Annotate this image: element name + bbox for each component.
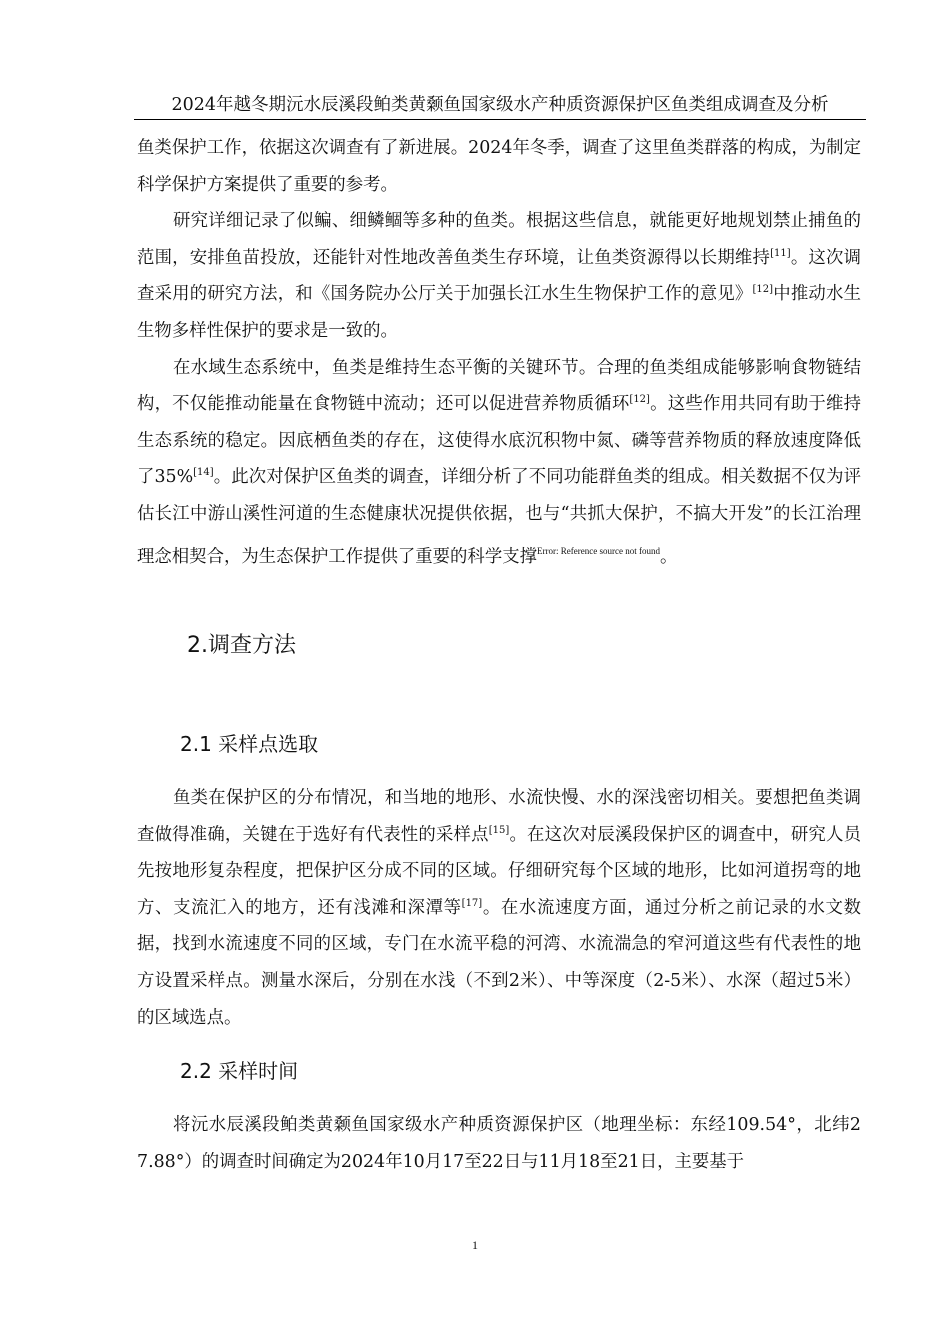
paragraph-1	[137, 130, 861, 203]
paragraph-1-text: 鱼类保护工作，依据这次调查有了新进展。2024年冬季，调查了这里鱼类群落的构成，为制定科学保护方案提供了重要的参考。	[137, 138, 861, 195]
paragraph-5	[137, 1107, 861, 1180]
reference-error-text: Error: Reference source not found	[537, 545, 660, 556]
running-header: 2024年越冬期沅水辰溪段鲌类黄颡鱼国家级水产种质资源保护区鱼类组成调查及分析	[171, 95, 829, 115]
paragraph-3-text-b: 。这些作用共同有助于维持生态系统的稳定。因底栖鱼类的存在，这使得水底沉积物中氮、磷等营养物质的释放速度降低了35%	[137, 394, 861, 488]
header-rule	[134, 119, 866, 120]
paragraph-3-text-a: 在水域生态系统中，鱼类是维持生态平衡的关键环节。合理的鱼类组成能够影响食物链结构，不仅能推动能量在食物链中流动；还可以促进营养物质循环	[137, 357, 861, 415]
paragraph-3	[137, 350, 861, 576]
paragraph-2	[137, 203, 861, 349]
citation-15: [15]	[488, 824, 510, 836]
heading-section-2: 2.调查方法	[187, 633, 296, 658]
citation-12b: [12]	[629, 394, 650, 406]
paragraph-4-text-a: 鱼类在保护区的分布情况，和当地的地形、水流快慢、水的深浅密切相关。要想把鱼类调查做得准确，关键在于选好有代表性的采样点	[137, 788, 861, 845]
paragraph-4-text-c: 。在水流速度方面，通过分析之前记录的水文数据，找到水流速度不同的区域，专门在水流平稳的河湾、水流湍急的窄河道这些有代表性的地方设置采样点。测量水深后，分别在水浅（不到2米）、中等深度（2-5米）、水深（超过5米）的区域选点。	[137, 897, 861, 1028]
heading-section-2-1: 2.1 采样点选取	[180, 732, 319, 756]
paragraph-4	[137, 780, 861, 1036]
paragraph-2-text-b: 。这次调查采用的研究方法，和《国务院办公厅关于加强长江水生生物保护工作的意见》	[137, 247, 861, 305]
sampling-sites-block	[137, 780, 861, 1036]
citation-17: [17]	[461, 897, 483, 909]
page-number: 1	[472, 1238, 478, 1252]
paragraph-2-text-a: 研究详细记录了似鳊、细鳞鲴等多种的鱼类。根据这些信息，就能更好地规划禁止捕鱼的范围，安排鱼苗投放，还能针对性地改善鱼类生存环境，让鱼类资源得以长期维持	[137, 211, 861, 268]
paragraph-4-text-b: 。在这次对辰溪段保护区的调查中，研究人员先按地形复杂程度，把保护区分成不同的区域。仔细研究每个区域的地形，比如河道拐弯的地方、支流汇入的地方，还有浅滩和深潭等	[137, 824, 861, 918]
paragraph-3-text-c: 。此次对保护区鱼类的调查，详细分析了不同功能群鱼类的组成。相关数据不仅为评估长江中游山溪性河道的生态健康状况提供依据，也与“共抓大保护，不搞大开发”的长江治理理念相契合，为生态保护工作提供了重要的科学支撑	[137, 467, 861, 567]
paragraph-3-text-d: 。	[659, 546, 678, 567]
citation-14: [14]	[193, 467, 214, 479]
sampling-time-block	[137, 1107, 861, 1180]
paragraph-5-text: 将沅水辰溪段鲌类黄颡鱼国家级水产种质资源保护区（地理坐标：东经109.54°，北纬27.88°）的调查时间确定为2024年10月17至22日与11月18至21日，主要基于	[137, 1115, 861, 1172]
citation-12a: [12]	[752, 284, 774, 296]
paragraph-2-text-c: 中推动水生生物多样性保护的要求是一致的。	[137, 284, 861, 341]
intro-block	[137, 130, 861, 575]
citation-11: [11]	[770, 247, 791, 259]
heading-section-2-2: 2.2 采样时间	[180, 1059, 299, 1083]
